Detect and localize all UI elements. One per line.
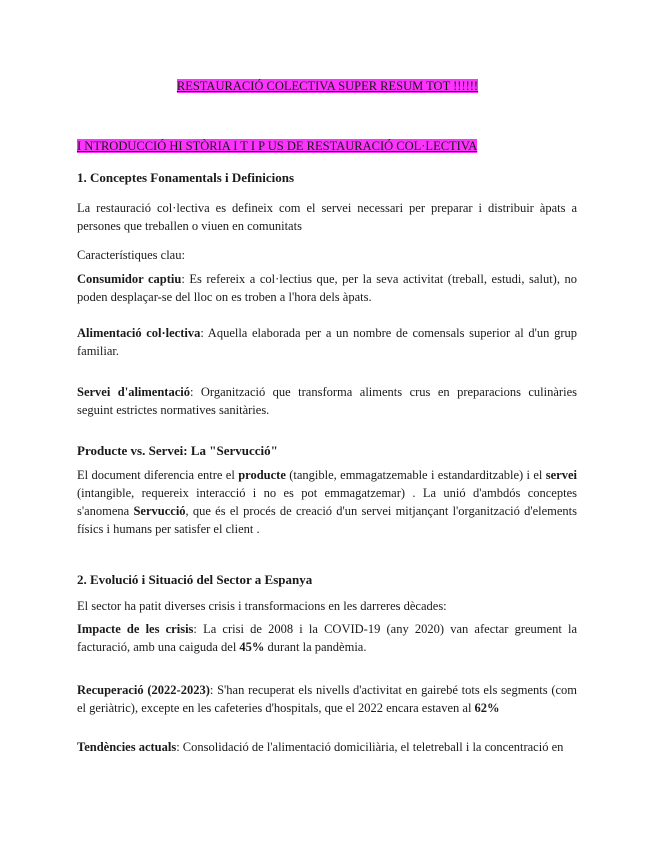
definition-text: : Es refereix a col·lectius que, per la seva activitat (treball, estudi, salut), no poden desplaçar-se del lloc on es troben a l'hora dels àpats.: [77, 272, 577, 304]
definition-text: : Aquella elaborada per a un nombre de comensals superior al d'un grup familiar.: [77, 326, 577, 358]
text-run: , que és el procés de creació d'un servei mitjançant l'organització d'elements físics i humans per satisfer el client .: [77, 504, 577, 536]
term: Tendències actuals: [77, 740, 177, 754]
bold-value: 45%: [239, 640, 265, 654]
text-run: : La crisi de 2008 i la COVID-19 (any 2020) van afectar greument la facturació, amb una caiguda del: [77, 622, 577, 654]
key-characteristics-label: Característiques clau:: [77, 248, 185, 262]
product-vs-service-heading: Producte vs. Servei: La "Servucció": [77, 443, 278, 458]
text-run: : Consolidació de l'alimentació domiciliària, el teletreball i la concentració en: [176, 740, 564, 754]
subsection-heading-2: 2. Evolució i Situació del Sector a Espanya: [77, 572, 313, 587]
section-heading: [77, 138, 477, 154]
recovery-paragraph: [77, 681, 577, 717]
definition-captive-consumer: [77, 270, 577, 306]
term: Consumidor captiu: [77, 272, 182, 286]
text-run: (intangible, requereix interacció i no es pot emmagatzemar) . La unió d'ambdós conceptes s'anomena: [77, 486, 577, 518]
crisis-impact-paragraph: [77, 620, 577, 656]
document-title: [0, 78, 655, 94]
servuction-paragraph: [77, 466, 577, 538]
sector-intro: El sector ha patit diverses crisis i transformacions en les darreres dècades:: [77, 599, 447, 613]
text-run: (tangible, emmagatzemable i estandarditzable) i el: [285, 468, 546, 482]
text-run: : S'han recuperat els nivells d'activitat en gairebé tots els segments (com el geriàtric), excepte en les cafeteries d'hospitals, que el 2022 encara estaven al: [77, 683, 578, 715]
bold-term: producte: [238, 468, 286, 482]
term: Recuperació (2022-2023): [77, 683, 210, 697]
text-run: durant la pandèmia.: [264, 640, 367, 654]
bold-value: 62%: [474, 701, 500, 715]
trends-paragraph: [77, 738, 577, 756]
definition-collective-feeding: [77, 324, 577, 360]
intro-paragraph: La restauració col·lectiva es defineix com el servei necessari per preparar i distribuir àpats a persones que treballen o viuen en comunitats: [77, 201, 577, 233]
definition-food-service: [77, 383, 577, 419]
text-run: El document diferencia entre el: [77, 468, 239, 482]
term: Alimentació col·lectiva: [77, 326, 201, 340]
subsection-heading-1: 1. Conceptes Fonamentals i Definicions: [77, 170, 295, 185]
section-heading-text: I NTRODUCCIÓ HI STÒRIA I T I P US DE RESTAURACIÓ COL·LECTIVA: [77, 139, 478, 153]
definition-text: : Organització que transforma aliments crus en preparacions culinàries seguint estrictes normatives sanitàries.: [77, 385, 577, 417]
bold-term: Servucció: [133, 504, 186, 518]
term: Servei d'alimentació: [77, 385, 190, 399]
document-title-text: RESTAURACIÓ COLECTIVA SUPER RESUM TOT !!!!!!: [176, 79, 479, 93]
term: Impacte de les crisis: [77, 622, 194, 636]
bold-term: servei: [545, 468, 577, 482]
